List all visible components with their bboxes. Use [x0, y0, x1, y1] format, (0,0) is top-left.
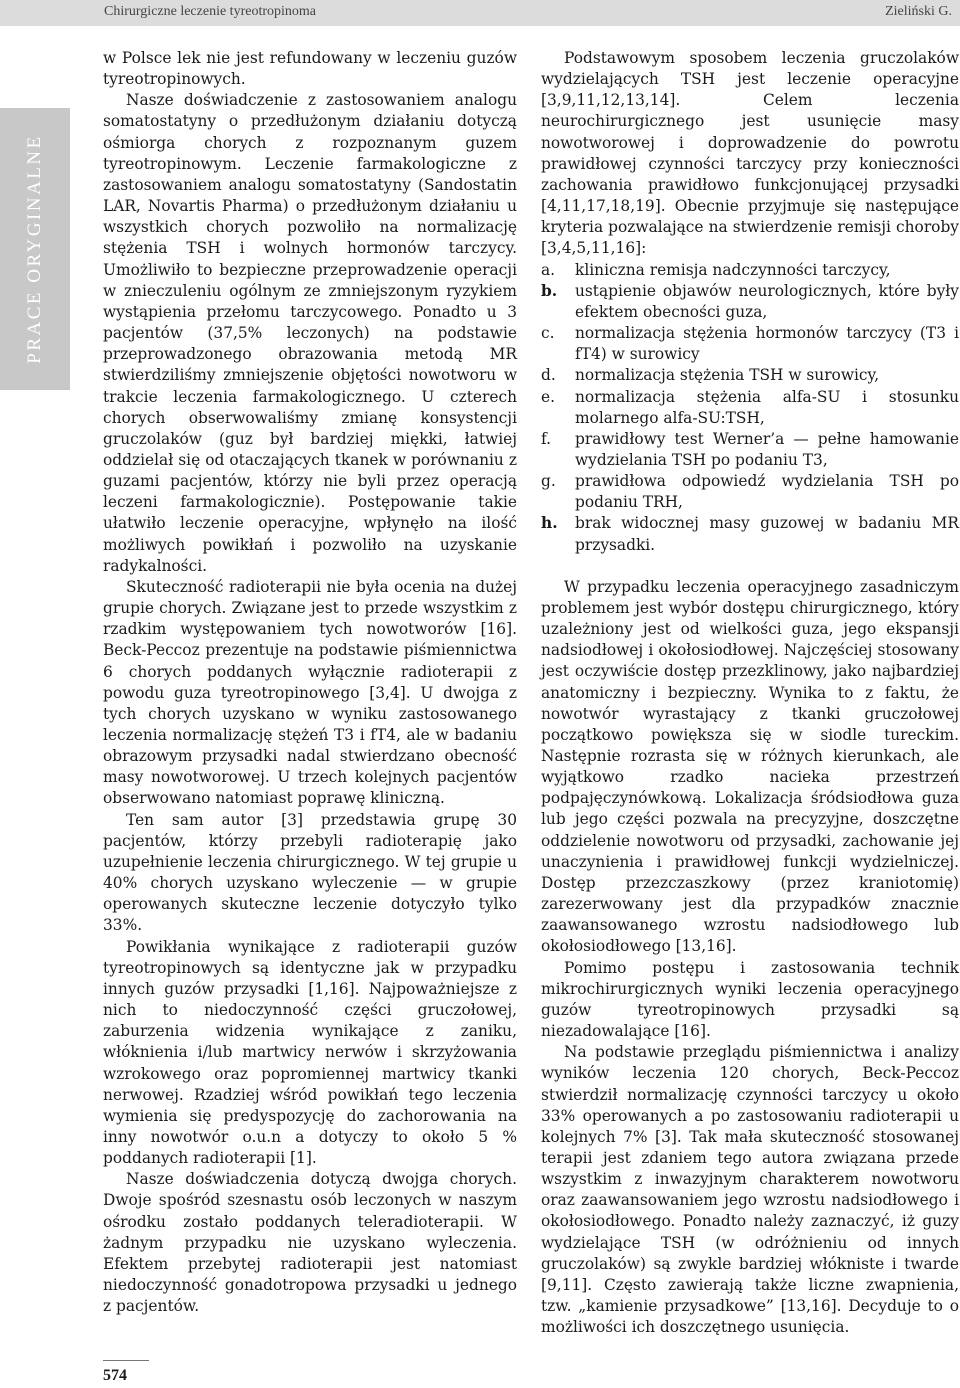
paragraph: w Polsce lek nie jest refundowany w leczeniu guzów tyreotropinowych. — [103, 49, 517, 89]
paragraph: Powikłania wynikające z radioterapii guzów tyreotropinowych są identyczne jak w przypadku innych guzów przysadki [1,16]. Najpoważniejsze z nich to niedoczynność części gruczołowej, zaburzenia widzenia wynikające z zaniku, włóknienia i/lub martwicy nerwów i skrzyżowania wzrokowego oraz popromiennej martwicy tkanki nerwowej. Rzadziej wśród powikłań tego leczenia wymienia się predyspozycję do zachorowania na inny nowotwór o.u.n a dotyczy to około 5 % poddanych radioterapii [1]. — [103, 937, 517, 1168]
list-item-text: normalizacja stężenia TSH w surowicy, — [575, 366, 880, 385]
list-item-text: kliniczna remisja nadczynności tarczycy, — [575, 260, 891, 279]
page-number: 574 — [103, 1367, 127, 1384]
paragraph: Pomimo postępu i zastosowania technik mikrochirurgicznych wyniki leczenia operacyjnego guzów tyreotropinowych przysadki są niezadowalające [16]. — [541, 958, 959, 1041]
list-marker: g. — [541, 472, 556, 491]
running-author: Zieliński G. — [885, 4, 952, 19]
section-label: PRACE ORYGINALNE — [24, 134, 45, 364]
list-marker: e. — [541, 387, 556, 406]
list-marker: d. — [541, 366, 556, 385]
list-marker: c. — [541, 324, 555, 343]
section-side-tab — [0, 108, 70, 390]
list-item-text: normalizacja stężenia alfa-SU i stosunku molarnego alfa-SU:TSH, — [575, 387, 959, 427]
list-item-text: brak widocznej masy guzowej w badaniu MR przysadki. — [575, 514, 959, 554]
right-column — [541, 48, 959, 1338]
list-item — [541, 387, 959, 429]
list-item — [541, 323, 959, 365]
paragraph: Podstawowym sposobem leczenia gruczolaków wydzielających TSH jest leczenie operacyjne [3,9,11,12,13,14]. Celem leczenia neurochirurgicznego jest usunięcie masy nowotworowej i doprowadzenie do powrotu prawidłowej czynności tarczycy przy konieczności zachowania prawidłowo funkcjonującej przysadki [4,11,17,18,19]. Obecnie przyjmuje się następujące kryteria pozwalające na stwierdzenie remisji choroby [3,4,5,11,16]: — [541, 49, 959, 258]
paragraph: Skuteczność radioterapii nie była ocenia na dużej grupie chorych. Związane jest to przede wszystkim z rzadkim występowaniem tych nowotworów [16]. Beck-Peccoz prezentuje na podstawie piśmiennictwa 6 chorych poddanych wyłącznie radioterapii z powodu guza tyreotropinowego [3,4]. U dwojga z tych chorych uzyskano w wyniku zastosowanego leczenia normalizację stężeń T3 i fT4, ale w badaniu obrazowym przysadki nadal stwierdzano obecność masy nowotworowej. U trzech kolejnych pacjentów obserwowano natomiast poprawę kliniczną. — [103, 577, 517, 808]
footer-rule — [103, 1360, 149, 1361]
paragraph: Nasze doświadczenia dotyczą dwojga chorych. Dwoje spośród szesnastu osób leczonych w naszym ośrodku zostało poddanych teleradioterapii. W żadnym przypadku nie uzyskano wyleczenia. Efektem przebytej radioterapii jest natomiast niedoczynność gonadotropowa przysadki u jednego z pacjentów. — [103, 1170, 517, 1316]
list-item-text: ustąpienie objawów neurologicznych, które były efektem obecności guza, — [575, 281, 959, 321]
list-item — [541, 471, 959, 513]
list-marker: h. — [541, 514, 558, 533]
list-item — [541, 429, 959, 471]
remission-criteria-list — [541, 260, 959, 556]
paragraph: W przypadku leczenia operacyjnego zasadniczym problemem jest wybór dostępu chirurgicznego, który uzależniony jest od wielkości guza, jego ekspansji nadsiodłowej i okołosiodłowej. Najczęściej stosowany jest oczywiście dostęp przezklinowy, jako najbardziej anatomiczny i bezpieczny. Wynika to z faktu, że nowotwór wyrastający z tkanki gruczołowej początkowo powiększa się w siodle tureckim. Następnie rozrasta się w różnych kierunkach, ale wyjątkowo rzadko nacieka przestrzeń podpajęczynówkową. Lokalizacja śródsiodłowa guza lub jego części pozwala na precyzyjne, doszczętne oddzielenie nowotworu od przysadki, zachowanie jej unaczynienia i prawidłowej funkcji wydzielniczej. Dostęp przezczaszkowy (przez kraniotomię) zarezerwowany jest dla przypadków znacznie zaawansowanego wzrostu nadsiodłowego lub okołosiodłowego [13,16]. — [541, 577, 959, 956]
paragraph: Nasze doświadczenie z zastosowaniem analogu somatostatyny o przedłużonym działaniu dotyczą ośmiorga chorych z rozpoznanym guzem tyreotropinowym. Leczenie farmakologiczne z zastosowaniem analogu somatostatyny (Sandostatin LAR, Novartis Pharma) o przedłużonym działaniu u wszystkich chorych pozwoliło na normalizację stężenia TSH i wolnych hormonów tarczycy. Umożliwiło to bezpieczne przeprowadzenie operacji w znieczuleniu ogólnym ze zmniejszonym ryzykiem wystąpienia przełomu tarczycowego. Ponadto u 3 pacjentów (37,5% leczonych) na podstawie przeprowadzonego obrazowania metodą MR stwierdziliśmy zmniejszenie objętości nowotworu w trakcie leczenia farmakologicznego. U czterech chorych obserwowaliśmy zmianę konsystencji gruczolaków (guz był bardziej miękki, łatwiej oddzielał się od otaczających tkanek w porównaniu z guzami pacjentów, którzy nie byli przez operacją leczeni farmakologicznie). Postępowanie takie ułatwiło leczenie operacyjne, wpłynęło na ilość możliwych powikłań i pozwoliło na uzyskanie radykalności. — [103, 91, 517, 575]
list-item — [541, 260, 959, 281]
list-item — [541, 281, 959, 323]
list-item-text: normalizacja stężenia hormonów tarczycy (T3 i fT4) w surowicy — [575, 324, 959, 364]
list-marker: a. — [541, 260, 556, 279]
list-item — [541, 513, 959, 555]
running-title: Chirurgiczne leczenie tyreotropinoma — [104, 4, 316, 19]
paragraph: Na podstawie przeglądu piśmiennictwa i analizy wyników leczenia 120 chorych, Beck-Peccoz stwierdził normalizację czynności tarczycy u około 33% operowanych a po zastosowaniu radioterapii u kolejnych 7% [3]. Tak mała skuteczność stosowanej terapii jest zdaniem tego autora związana przede wszystkim z inwazyjnym charakterem nowotworu oraz zaawansowaniem jego wzrostu nadsiodłowego i okołosiodłowego. Ponadto należy zaznaczyć, iż guzy wydzielające TSH (w odróżnieniu od innych gruczolaków) są zwykle bardziej włókniste i twarde [9,11]. Często zawierają także liczne zwapnienia, tzw. „kamienie przysadkowe” [13,16]. Decyduje to o możliwości ich doszczętnego usunięcia. — [541, 1043, 959, 1337]
list-marker: b. — [541, 281, 558, 300]
running-header — [0, 0, 960, 26]
list-marker: f. — [541, 429, 552, 448]
list-item — [541, 365, 959, 386]
list-item-text: prawidłowy test Werner’a — pełne hamowanie wydzielania TSH po podaniu T3, — [575, 429, 959, 469]
left-column — [103, 48, 517, 1317]
list-item-text: prawidłowa odpowiedź wydzielania TSH po podaniu TRH, — [575, 472, 959, 512]
paragraph: Ten sam autor [3] przedstawia grupę 30 pacjentów, którzy przebyli radioterapię jako uzupełnienie leczenia chirurgicznego. W tej grupie u 40% chorych uzyskano wyleczenie — w grupie operowanych skuteczne leczenie dotyczyło tylko 33%. — [103, 810, 517, 935]
